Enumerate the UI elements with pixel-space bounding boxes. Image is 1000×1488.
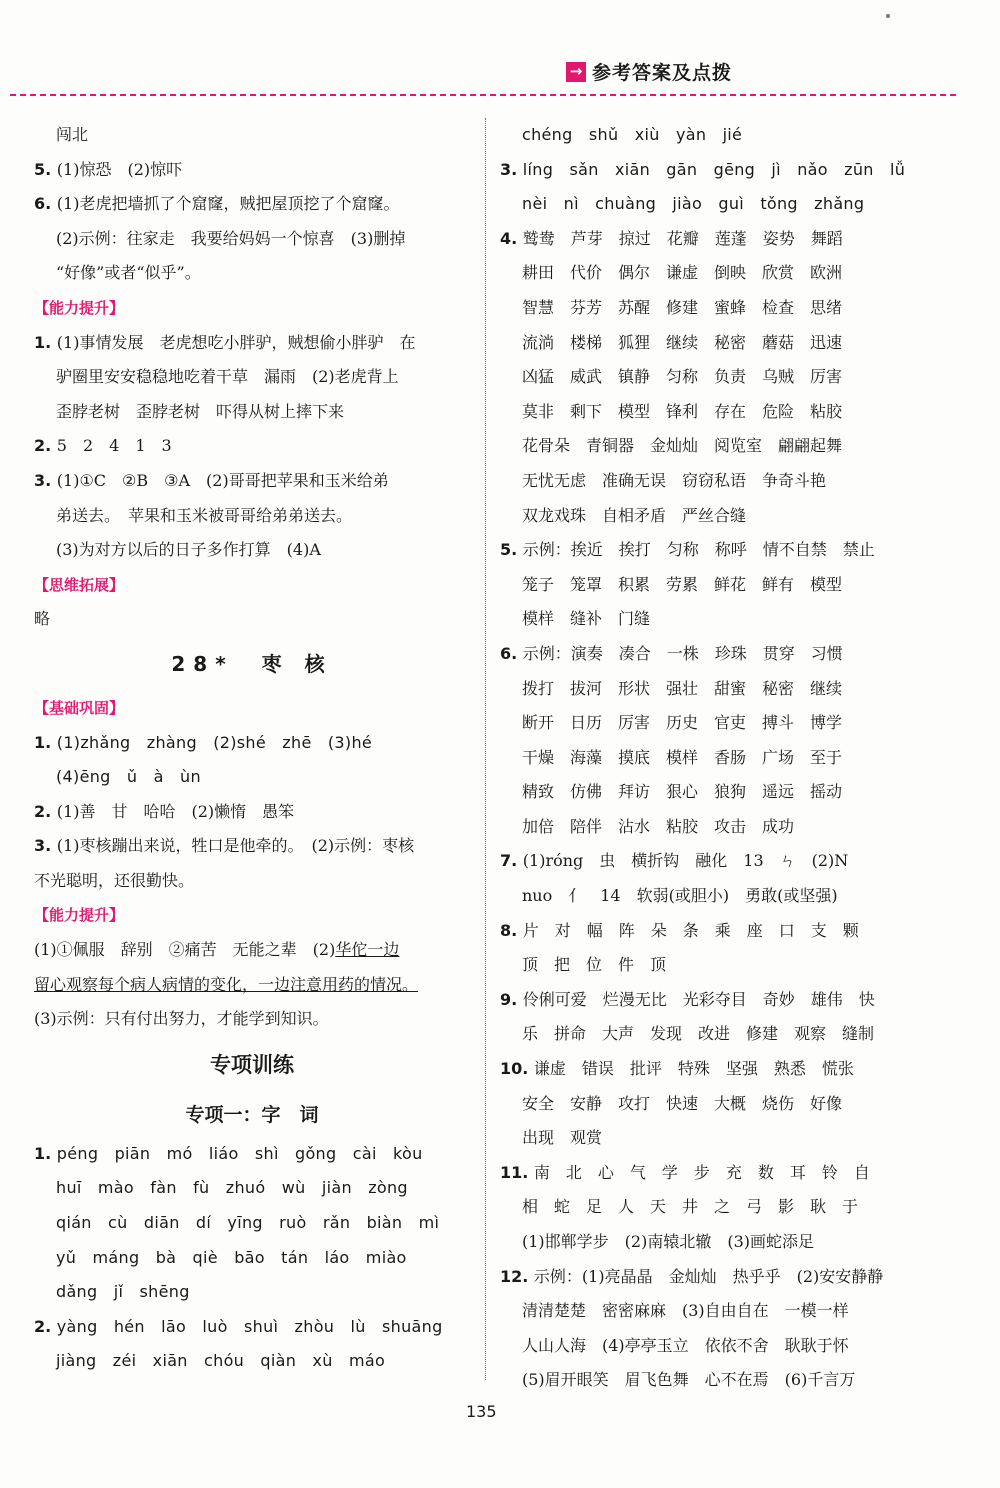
question-number: 4.: [500, 228, 523, 248]
answer-text: 清清楚楚 密密麻麻 (3)自由自在 一模一样: [522, 1301, 849, 1321]
answer-text: 5 2 4 1 3: [56, 436, 172, 456]
answer-text: huī mào fàn fù zhuó wù jiàn zòng: [56, 1178, 408, 1198]
underlined-answer: 留心观察每个病人病情的变化，一边注意用药的情况。: [34, 974, 419, 994]
answer-text: (2)示例：往家走 我要给妈妈一个惊喜 (3)删掉: [56, 228, 406, 248]
right-column: [500, 118, 950, 1398]
answer-line: [500, 1190, 950, 1225]
answer-text: “好像”或者“似乎”。: [56, 263, 201, 283]
answer-line: [500, 395, 950, 430]
header-dashed-line: [10, 94, 956, 96]
header-title: 参考答案及点拨: [592, 62, 733, 84]
column-divider: [485, 118, 486, 1380]
section-heading: 【基础巩固】: [34, 698, 125, 717]
section-heading: 【能力提升】: [34, 298, 125, 317]
answer-line: [34, 864, 470, 899]
answer-line: [500, 741, 950, 776]
question-number: 2.: [34, 436, 57, 456]
answer-text: 闯北: [56, 125, 89, 144]
page-number: 135: [466, 1402, 497, 1421]
answer-text: 拨打 拔河 形状 强壮 甜蜜 秘密 继续: [522, 678, 843, 698]
scan-speck: [886, 14, 890, 18]
answer-text: 歪脖老树 歪脖老树 吓得从树上摔下来: [56, 401, 345, 421]
answer-line: [34, 1241, 470, 1276]
question-number: 1.: [34, 332, 57, 352]
answer-line: [34, 760, 470, 795]
question-number: 5.: [500, 540, 523, 560]
question-line: [34, 429, 470, 464]
answer-text: 智慧 芬芳 苏醒 修建 蜜蜂 检查 思绪: [522, 297, 843, 317]
underlined-answer: 华佗一边: [335, 940, 400, 960]
answer-text: líng sǎn xiān gān gēng jì nǎo zūn lǚ: [522, 159, 906, 179]
answer-line: [500, 326, 950, 361]
answer-text: (1)róng 虫 横折钩 融化 13 ㄣ (2)N: [522, 851, 849, 871]
answer-text: nèi nì chuàng jiào guì tǒng zhǎng: [522, 194, 865, 214]
answer-text: (1)惊恐 (2)惊吓: [56, 159, 183, 179]
answer-text: 驴圈里安安稳稳地吃着干草 漏雨 (2)老虎背上: [56, 367, 399, 387]
answer-text: (4)ēng ǔ à ùn: [56, 767, 201, 787]
special-subtitle: 专项一：字 词: [185, 1103, 319, 1126]
answer-line: [500, 1294, 950, 1329]
answer-line: [34, 533, 470, 568]
answer-text: (1)事情发展 老虎想吃小胖驴，贼想偷小胖驴 在: [56, 332, 416, 352]
question-line: [34, 153, 470, 188]
answer-text: jiàng zéi xiān chóu qiàn xù máo: [56, 1351, 386, 1371]
answer-text: (1)善 甘 哈哈 (2)懒惰 愚笨: [56, 801, 295, 821]
question-number: 1.: [34, 732, 57, 752]
answer-text: 莫非 剩下 模型 锋利 存在 危险 粘胶: [522, 401, 843, 421]
answer-text: (3)示例：只有付出努力，才能学到知识。: [34, 1009, 329, 1029]
arrow-icon: →: [566, 62, 586, 82]
answer-line: [34, 933, 470, 968]
answer-text: 加倍 陪伴 沾水 粘胶 攻击 成功: [522, 816, 795, 836]
question-number: 7.: [500, 851, 523, 871]
answer-text: 不光聪明，还很勤快。: [34, 870, 195, 890]
question-line: [500, 533, 950, 568]
question-line: [500, 1156, 950, 1191]
answer-text: dǎng jǐ shēng: [56, 1282, 190, 1302]
answer-line: [34, 1206, 470, 1241]
answer-line: [34, 968, 470, 1003]
answer-line: [34, 602, 470, 637]
answer-text: (1)①佩服 辞别 ②痛苦 无能之辈 (2): [34, 940, 336, 960]
question-number: 8.: [500, 920, 523, 940]
answer-line: [500, 464, 950, 499]
answer-text: yàng hén lāo luò shuì zhòu lù shuāng: [56, 1316, 443, 1336]
answer-line: [500, 187, 950, 222]
answer-text: (1)老虎把墙抓了个窟窿，贼把屋顶挖了个窟窿。: [56, 194, 400, 214]
answer-text: 干燥 海藻 摸底 模样 香肠 广场 至于: [522, 747, 843, 767]
question-number: 2.: [34, 801, 57, 821]
section-heading: 【能力提升】: [34, 906, 125, 925]
question-line: [500, 983, 950, 1018]
answer-line: [500, 1363, 950, 1398]
answer-text: 伶俐可爱 烂漫无比 光彩夺目 奇妙 雄伟 快: [522, 989, 875, 1009]
answer-text: 乐 拼命 大声 发现 改进 修建 观察 缝制: [522, 1024, 875, 1044]
answer-text: 模样 缝补 门缝: [522, 609, 651, 629]
answer-line: [500, 706, 950, 741]
answer-text: 花骨朵 青铜器 金灿灿 阅览室 翩翩起舞: [522, 436, 843, 456]
section-heading: 【思维拓展】: [34, 575, 125, 594]
answer-text: 鹫鸯 芦芽 掠过 花瓣 莲蓬 姿势 舞蹈: [522, 228, 843, 248]
question-number: 11.: [500, 1162, 534, 1182]
answer-text: 南 北 心 气 学 步 充 数 耳 铃 自: [533, 1162, 870, 1182]
answer-line: [34, 1171, 470, 1206]
question-line: [34, 829, 470, 864]
question-line: [34, 1310, 470, 1345]
answer-text: (1)枣核蹦出来说，牲口是他牵的。 (2)示例：枣核: [56, 836, 415, 856]
answer-line: [500, 948, 950, 983]
question-number: 1.: [34, 1143, 57, 1163]
question-line: [34, 1137, 470, 1172]
answer-line: [34, 360, 470, 395]
question-line: [500, 1260, 950, 1295]
answer-line: [500, 602, 950, 637]
question-line: [500, 222, 950, 257]
question-number: 3.: [34, 836, 57, 856]
question-number: 12.: [500, 1266, 534, 1286]
question-line: [34, 726, 470, 761]
answer-line: [34, 256, 470, 291]
answer-line: [500, 672, 950, 707]
answer-text: yǔ máng bà qiè bāo tán láo miào: [56, 1247, 407, 1267]
answer-text: 人山人海 (4)亭亭玉立 依依不舍 耿耿于怀: [522, 1335, 849, 1355]
answer-text: 略: [34, 609, 51, 629]
answer-text: 双龙戏珠 自相矛盾 严丝合缝: [522, 505, 747, 525]
answer-line: [500, 879, 950, 914]
answer-line: [500, 429, 950, 464]
answer-line: [34, 1344, 470, 1379]
question-line: [500, 1052, 950, 1087]
answer-text: 示例：演奏 凑合 一株 珍珠 贯穿 习惯: [522, 643, 843, 663]
answer-text: 相 蛇 足 人 天 井 之 弓 影 耿 于: [522, 1197, 859, 1217]
question-line: [34, 795, 470, 830]
question-number: 10.: [500, 1059, 534, 1079]
answer-line: [500, 360, 950, 395]
answer-text: 笼子 笼罩 积累 劳累 鲜花 鲜有 模型: [522, 574, 843, 594]
question-line: [34, 464, 470, 499]
answer-text: 凶猛 威武 镇静 匀称 负责 乌贼 厉害: [522, 367, 843, 387]
answer-line: [500, 291, 950, 326]
question-line: [500, 914, 950, 949]
answer-line: [500, 1329, 950, 1364]
question-number: 6.: [34, 194, 57, 214]
question-number: 5.: [34, 159, 57, 179]
answer-text: 流淌 楼梯 狐狸 继续 秘密 蘑菇 迅速: [522, 332, 843, 352]
answer-line: [500, 1121, 950, 1156]
left-column: [34, 118, 470, 1379]
question-line: [500, 844, 950, 879]
answer-text: (1)邯郸学步 (2)南辕北辙 (3)画蛇添足: [522, 1232, 814, 1251]
answer-text: 无忧无虑 准确无误 窃窃私语 争奇斗艳: [522, 470, 827, 490]
answer-text: 示例：挨近 挨打 匀称 称呼 情不自禁 禁止: [522, 540, 875, 560]
question-number: 3.: [500, 159, 523, 179]
question-line: [500, 637, 950, 672]
answer-text: chéng shǔ xiù yàn jié: [522, 125, 743, 144]
answer-text: (5)眉开眼笑 眉飞色舞 心不在焉 (6)千言万: [522, 1370, 856, 1390]
question-line: [34, 326, 470, 361]
answer-text: péng piān mó liáo shì gǒng cài kòu: [56, 1143, 423, 1163]
question-line: [34, 187, 470, 222]
answer-line: [500, 1225, 950, 1260]
answer-line: [34, 222, 470, 257]
answer-line: [500, 118, 950, 153]
question-number: 6.: [500, 643, 523, 663]
answer-line: [34, 499, 470, 534]
lesson-title: 28* 枣 核: [171, 651, 333, 676]
page-header: [566, 58, 732, 85]
answer-line: [34, 1002, 470, 1037]
question-number: 3.: [34, 470, 57, 490]
answer-text: 谦虚 错误 批评 特殊 坚强 熟悉 慌张: [533, 1059, 854, 1079]
answer-line: [34, 395, 470, 430]
answer-text: (3)为对方以后的日子多作打算 (4)A: [56, 540, 321, 560]
answer-text: 片 对 幅 阵 朵 条 乘 座 口 支 颗: [522, 920, 859, 940]
answer-line: [500, 499, 950, 534]
answer-text: 出现 观赏: [522, 1128, 603, 1148]
special-training-title: 专项训练: [210, 1052, 294, 1077]
answer-line: [500, 1017, 950, 1052]
question-line: [500, 153, 950, 188]
answer-line: [34, 118, 470, 153]
answer-text: 耕田 代价 偶尔 谦虚 倒映 欣赏 欧洲: [522, 263, 843, 283]
answer-line: [500, 256, 950, 291]
answer-line: [500, 568, 950, 603]
answer-text: (1)zhǎng zhàng (2)shé zhē (3)hé: [56, 732, 373, 752]
answer-line: [500, 775, 950, 810]
question-number: 2.: [34, 1316, 57, 1336]
question-number: 9.: [500, 989, 523, 1009]
answer-text: qián cù diān dí yīng ruò rǎn biàn mì: [56, 1213, 440, 1233]
answer-text: 安全 安静 攻打 快速 大概 烧伤 好像: [522, 1093, 843, 1113]
answer-text: 精致 仿佛 拜访 狠心 狼狗 遥远 摇动: [522, 782, 843, 802]
answer-text: 断开 日历 厉害 历史 官吏 搏斗 博学: [522, 713, 843, 733]
answer-line: [500, 1087, 950, 1122]
answer-text: (1)①C ②B ③A (2)哥哥把苹果和玉米给弟: [56, 470, 389, 490]
answer-text: nuo 亻 14 软弱(或胆小) 勇敢(或坚强): [522, 886, 838, 906]
answer-text: 顶 把 位 件 顶: [522, 955, 667, 975]
answer-text: 弟送去。 苹果和玉米被哥哥给弟弟送去。: [56, 505, 353, 525]
answer-line: [500, 810, 950, 845]
answer-line: [34, 1275, 470, 1310]
answer-text: 示例：(1)亮晶晶 金灿灿 热乎乎 (2)安安静静: [533, 1266, 884, 1286]
